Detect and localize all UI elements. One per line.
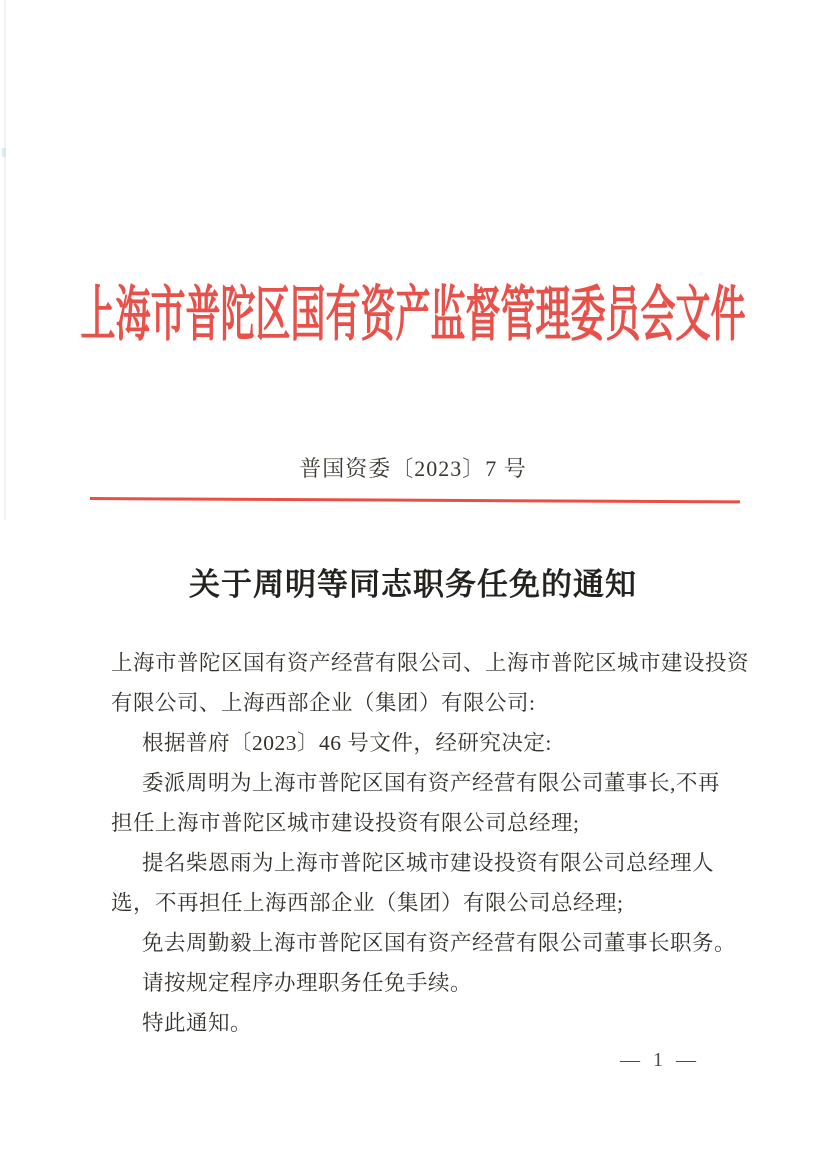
body-line: 有限公司、上海西部企业（集团）有限公司: — [111, 691, 536, 715]
page-number: — 1 — — [620, 1049, 700, 1071]
scan-artifact-dash — [2, 148, 6, 157]
body-line: 上海市普陀区国有资产经营有限公司、上海市普陀区城市建设投资 — [111, 651, 750, 675]
body-line: 选，不再担任上海西部企业（集团）有限公司总经理; — [111, 891, 624, 915]
body-line: 提名柴恩雨为上海市普陀区城市建设投资有限公司总经理人 — [142, 851, 715, 875]
body-line: 委派周明为上海市普陀区国有资产经营有限公司董事长,不再 — [142, 771, 720, 795]
document-number: 普国资委〔2023〕7 号 — [299, 456, 527, 481]
scan-artifact-left-edge — [4, 0, 6, 520]
body-line: 免去周勤毅上海市普陀区国有资产经营有限公司董事长职务。 — [142, 931, 737, 955]
body-line: 请按规定程序办理职务任免手续。 — [142, 971, 473, 995]
body-line: 担任上海市普陀区城市建设投资有限公司总经理; — [111, 811, 580, 835]
letterhead-title — [0, 268, 826, 349]
body-line: 特此通知。 — [142, 1011, 253, 1035]
red-separator-line — [90, 497, 740, 503]
letterhead-title-text: 上海市普陀区国有资产监督管理委员会文件 — [80, 281, 746, 349]
document-title: 关于周明等同志职务任免的通知 — [189, 567, 637, 602]
document-body — [111, 643, 750, 1043]
body-line: 根据普府〔2023〕46 号文件，经研究决定: — [142, 731, 552, 755]
